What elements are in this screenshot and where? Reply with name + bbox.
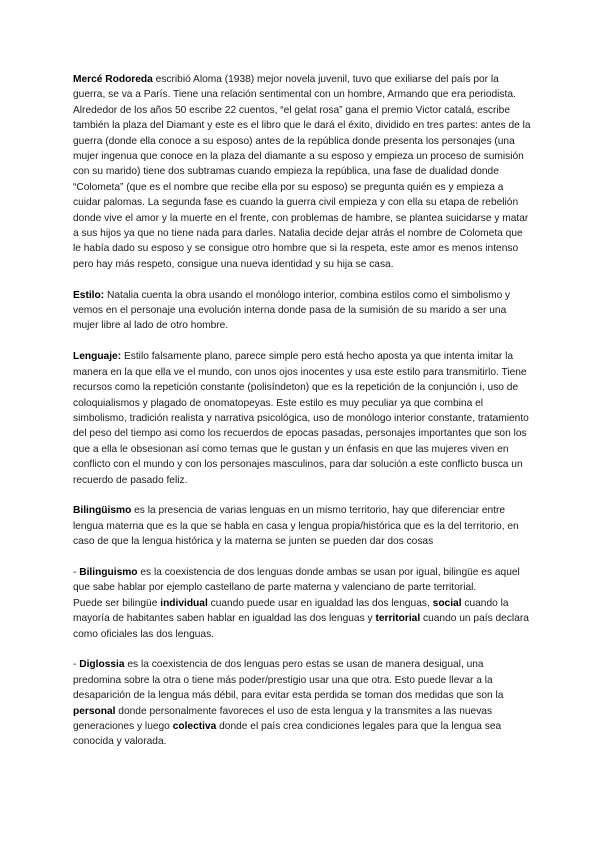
paragraph-diglossia bbox=[73, 657, 533, 749]
term-diglossia: Diglossia bbox=[79, 659, 125, 671]
heading-lenguaje: Lenguaje: bbox=[73, 351, 122, 363]
term-bilinguismo: Bilingüismo bbox=[73, 505, 132, 517]
list-dash: - bbox=[73, 566, 80, 578]
paragraph-text: donde personalmente favoreces el uso de esta lengua y la transmites a las nuevas generaciones y luego bbox=[73, 705, 493, 732]
term-territorial: territorial bbox=[375, 613, 421, 625]
term-personal: personal bbox=[73, 705, 116, 717]
paragraph-text: Natalia cuenta la obra usando el monólogo interior, combina estilos como el simbolismo y vemos en el personaje una evolución interna donde pasa de la sumisión de su marido a ser una mujer libre al lado de otro hombre. bbox=[73, 289, 511, 332]
paragraph-text: es la coexistencia de dos lenguas donde ambas se usan por igual, bilingüe es aquel que sabe hablar por ejemplo castellano de parte materna y valenciano de parte territorial. bbox=[73, 566, 520, 594]
term-social: social bbox=[432, 597, 462, 609]
author-name: Mercé Rodoreda bbox=[73, 74, 153, 85]
paragraph-text: es la coexistencia de dos lenguas pero estas se usan de manera desigual, una predomina sobre la otra o tiene más poder/prestigio usar una que otra. Esto puede llevar a la desaparición de la lengua más débil, para evitar esta perdida se toman dos medidas que son la bbox=[73, 659, 504, 702]
paragraph-bilinguismo-intro bbox=[73, 503, 533, 549]
paragraph-gap bbox=[73, 642, 533, 657]
paragraph-text: cuando un país declara como oficiales las dos lenguas. bbox=[73, 613, 529, 640]
paragraph-text: Estilo falsamente plano, parece simple pero está hecho aposta ya que intenta imitar la manera en la que ella ve el mundo, con unos ojos inocentes y usa este estilo para transmitirlo. Tiene recursos como la repetición constante (polisíndeton) que es la repetición de la conjunción i, uso de coloquialismos y plagado de onomatopeyas. Este estilo es muy peculiar ya que combina el simbolismo, tradición realista y narrativa psicológica, uso de monólogo interior constante, tratamiento del peso del tiempo asi como los recuerdos de epocas pasadas, personajes importantes que son los que a ella le obsesionan así como temas que le gustan y un énfasis en que las mujeres viven en conflicto con el mundo y con los personajes masculinos, para dar solución a este conflicto busca un recuerdo de pasado feliz. bbox=[73, 351, 529, 486]
paragraph-gap bbox=[73, 272, 533, 287]
paragraph-text: escribió Aloma (1938) mejor novela juvenil, tuvo que exiliarse del país por la guerra, se va a París. Tiene una relación sentimental con un hombre, Armando que era periodista. Alrededor de los años 50 escribe 22 cuentos, “el gelat rosa” gana el premio Victor catalá, escribe también la plaza del Diamant y este es el libro que le dará el éxito, dividido en tres partes: antes de la guerra (donde ella conoce a su esposo) antes de la república donde presenta los personajes (una mujer ingenua que conoce en la plaza del diamante a su esposo y empieza un proceso de sumisión con su marido) tiene dos subtramas cuando empieza la república, una fase de dualidad donde “Colometa” (que es el nombre que recibe ella por su esposo) se pregunta quién es y empieza a cuidar palomas. La segunda fase es cuando la guerra civil empieza y con ella su etapa de rebelión donde vive el amor y la muerte en el frente, con problemas de hambre, se plantea suicidarse y matar a sus hijos ya que no tiene nada para darles. Natalia decide dejar atrás el nombre de Colometa que le había dado su esposo y se consigue otro hombre que si la respeta, este amor es menos intenso pero hay más respeto, consigue una nueva identidad y su hija se casa. bbox=[73, 74, 531, 270]
paragraph-text: es la presencia de varias lenguas en un mismo territorio, hay que diferenciar entre lengua materna que es la que se habla en casa y lengua propia/histórica que es la del territorio, en caso de que la lengua histórica y la materna se junten se pueden dar dos cosas bbox=[73, 505, 519, 548]
paragraph-gap bbox=[73, 334, 533, 349]
paragraph-text: cuando puede usar en igualdad las dos lenguas, bbox=[207, 597, 433, 609]
heading-estilo: Estilo: bbox=[73, 289, 105, 301]
paragraph-bilinguismo bbox=[73, 565, 533, 596]
paragraph-lenguaje bbox=[73, 349, 533, 488]
term-individual: individual bbox=[160, 597, 208, 609]
paragraph-rodoreda bbox=[73, 72, 533, 272]
paragraph-gap bbox=[73, 488, 533, 503]
list-dash: - bbox=[73, 659, 80, 671]
paragraph-gap bbox=[73, 550, 533, 565]
term-bilinguismo-def: Bilinguismo bbox=[79, 566, 138, 578]
paragraph-text: Puede ser bilingüe bbox=[73, 597, 161, 609]
paragraph-bilingue-types bbox=[73, 596, 533, 642]
document-body bbox=[73, 72, 533, 750]
paragraph-text: cuando la mayoría de habitantes saben hablar en igualdad las dos lenguas y bbox=[73, 597, 509, 625]
paragraph-estilo bbox=[73, 288, 533, 334]
term-colectiva: colectiva bbox=[172, 720, 217, 732]
paragraph-text: donde el país crea condiciones legales para que la lengua sea conocida y valorada. bbox=[73, 720, 502, 748]
